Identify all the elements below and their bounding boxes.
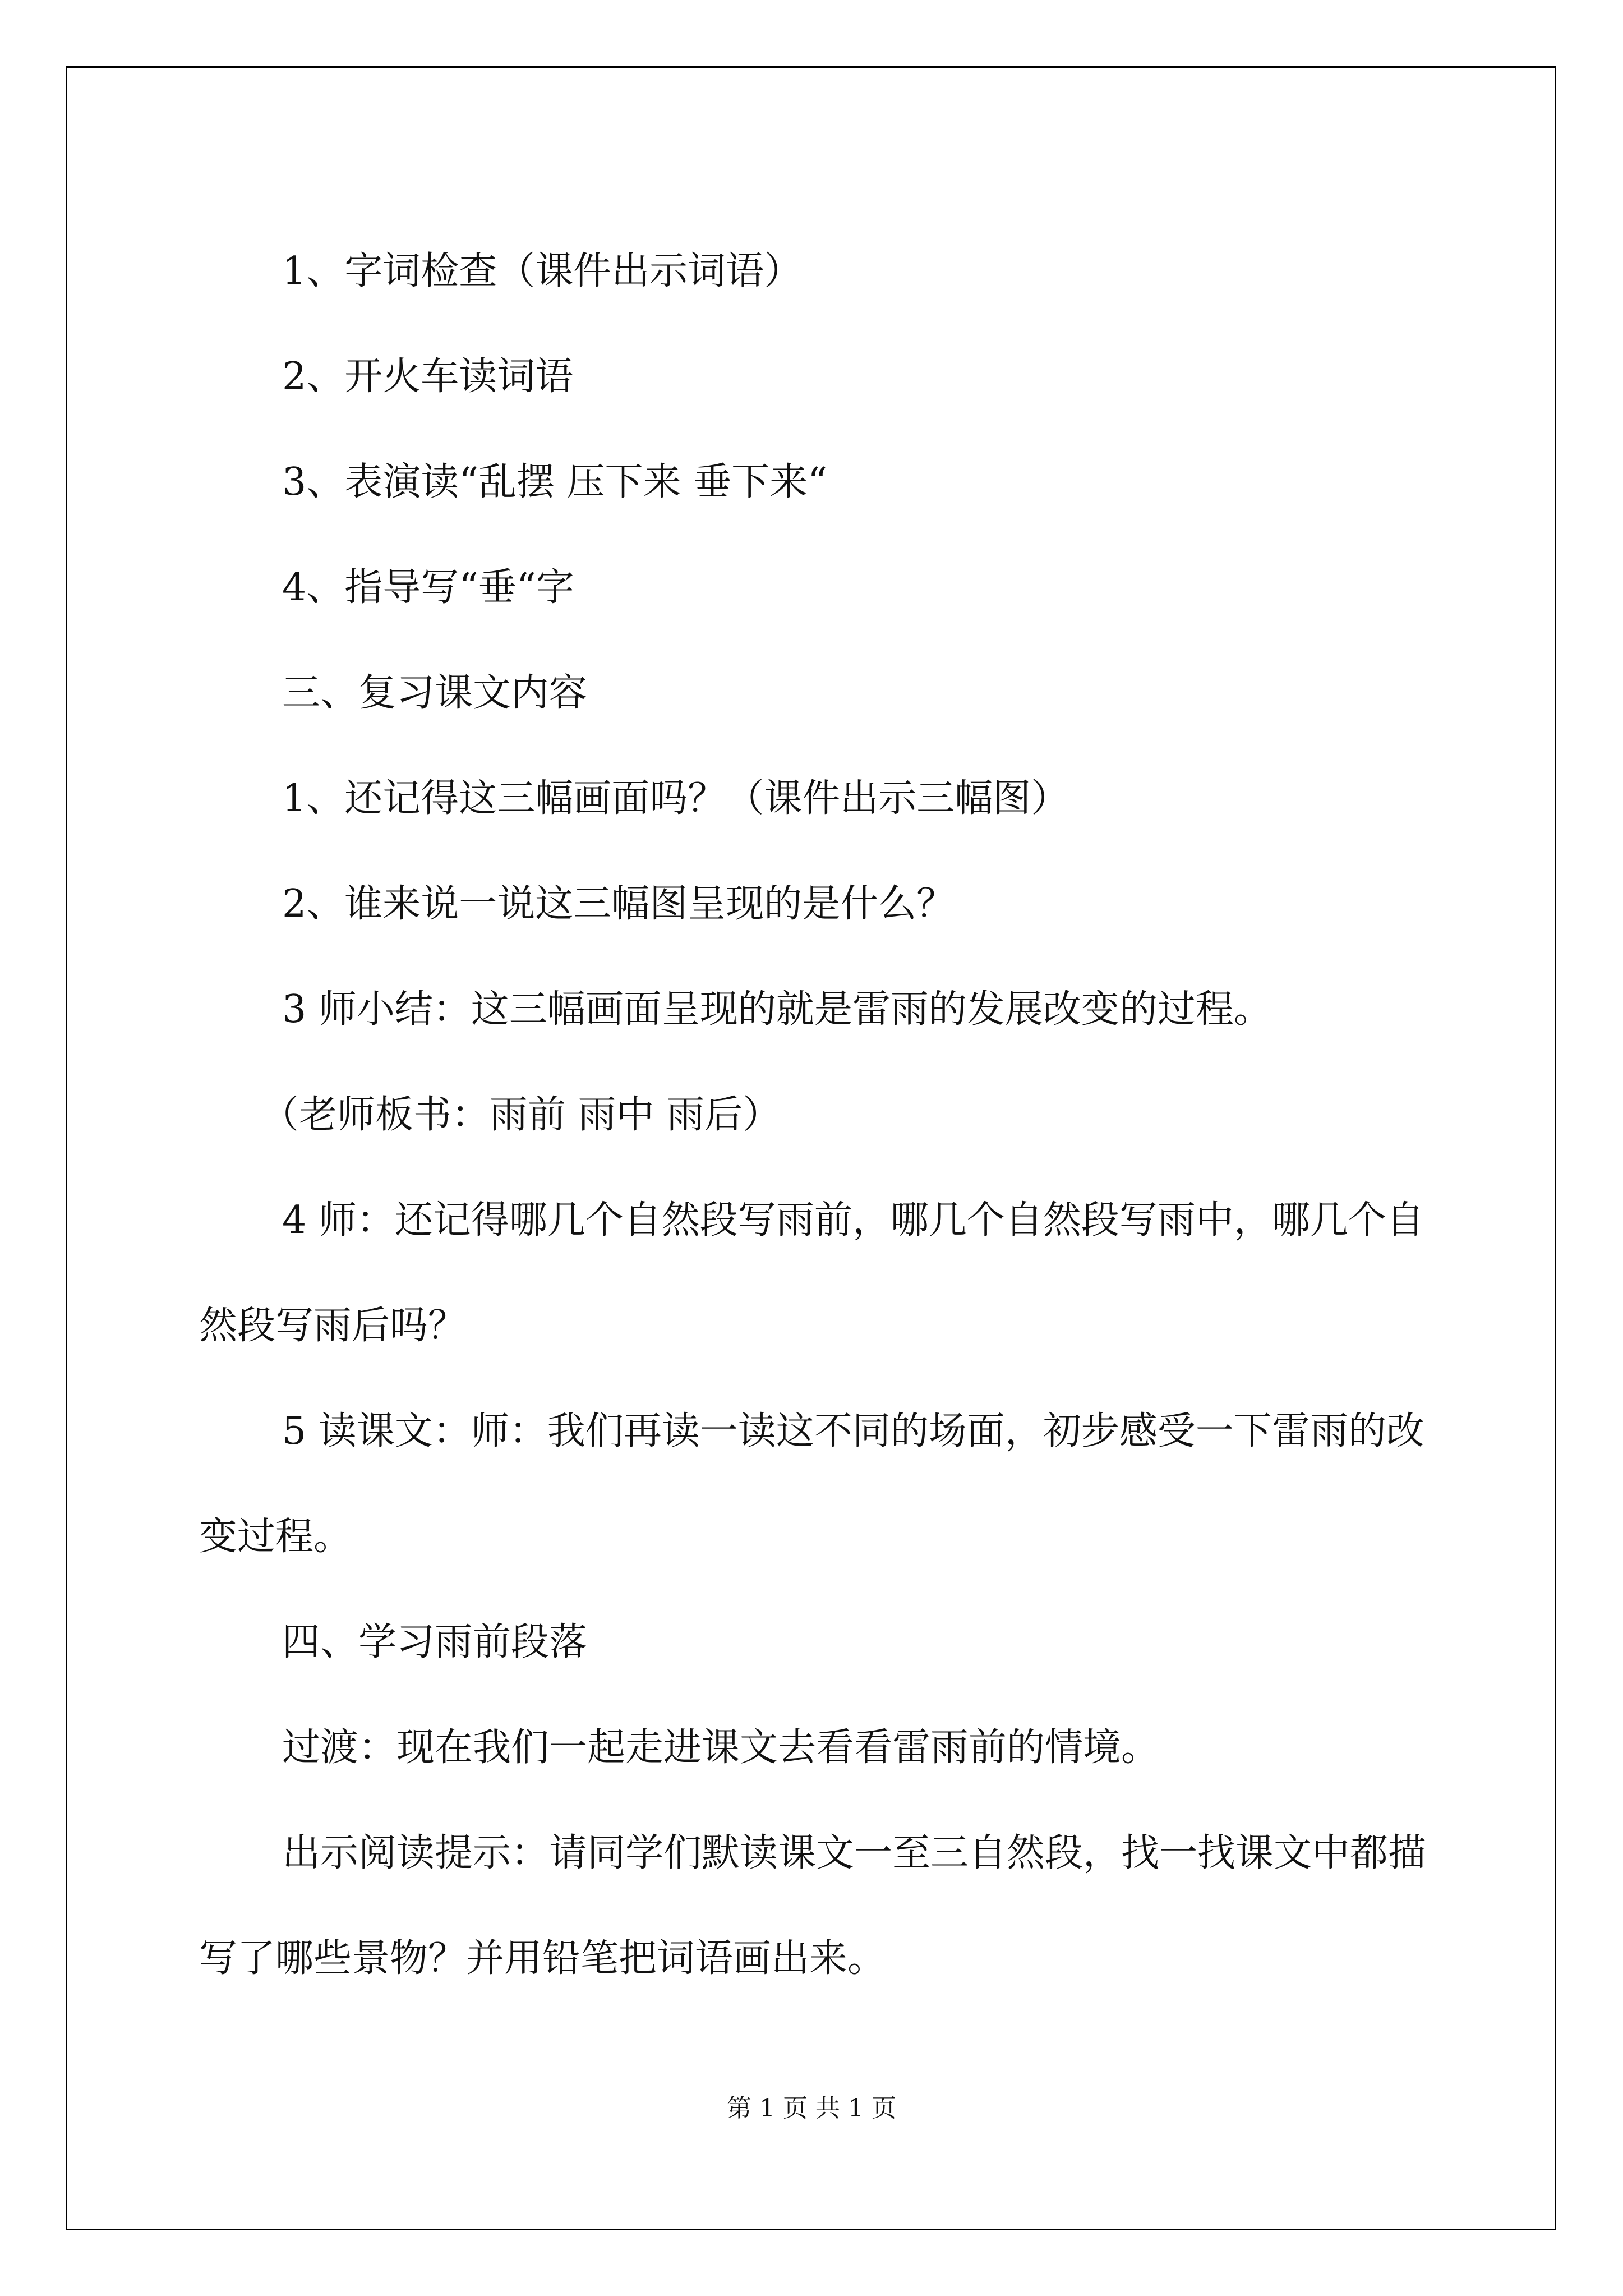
section-heading: 三、复习课文内容 — [282, 671, 588, 715]
section-heading: 四、学习雨前段落 — [282, 1620, 588, 1664]
paragraph: 过渡：现在我们一起走进课文去看看雷雨前的情境。 — [282, 1726, 1160, 1770]
paragraph: （老师板书：雨前 雨中 雨后） — [261, 1093, 781, 1137]
paragraph: 3 师小结：这三幅画面呈现的就是雷雨的发展改变的过程。 — [282, 987, 1272, 1032]
paragraph: 5 读课文：师：我们再读一读这不同的场面，初步感受一下雷雨的改变过程。 — [199, 1409, 1424, 1559]
paragraph: 1、字词检查（课件出示词语） — [282, 249, 803, 293]
paragraph: 4、指导写“垂“字 — [282, 565, 574, 610]
paragraph: 出示阅读提示：请同学们默读课文一至三自然段，找一找课文中都描写了哪些景物？并用铅笔把词语画出来。 — [199, 1831, 1427, 1981]
paragraph: 2、谁来说一说这三幅图呈现的是什么？ — [282, 882, 955, 926]
paragraph: 3、表演读“乱摆 压下来 垂下来“ — [282, 460, 828, 504]
paragraph: 2、开火车读词语 — [282, 355, 574, 399]
page-footer: 第 1 页 共 1 页 — [727, 2094, 896, 2123]
paragraph: 1、还记得这三幅画面吗？（课件出示三幅图） — [282, 776, 1069, 821]
document-body — [199, 219, 1433, 2012]
paragraph: 4 师：还记得哪几个自然段写雨前，哪几个自然段写雨中，哪几个自然段写雨后吗？ — [199, 1198, 1424, 1348]
